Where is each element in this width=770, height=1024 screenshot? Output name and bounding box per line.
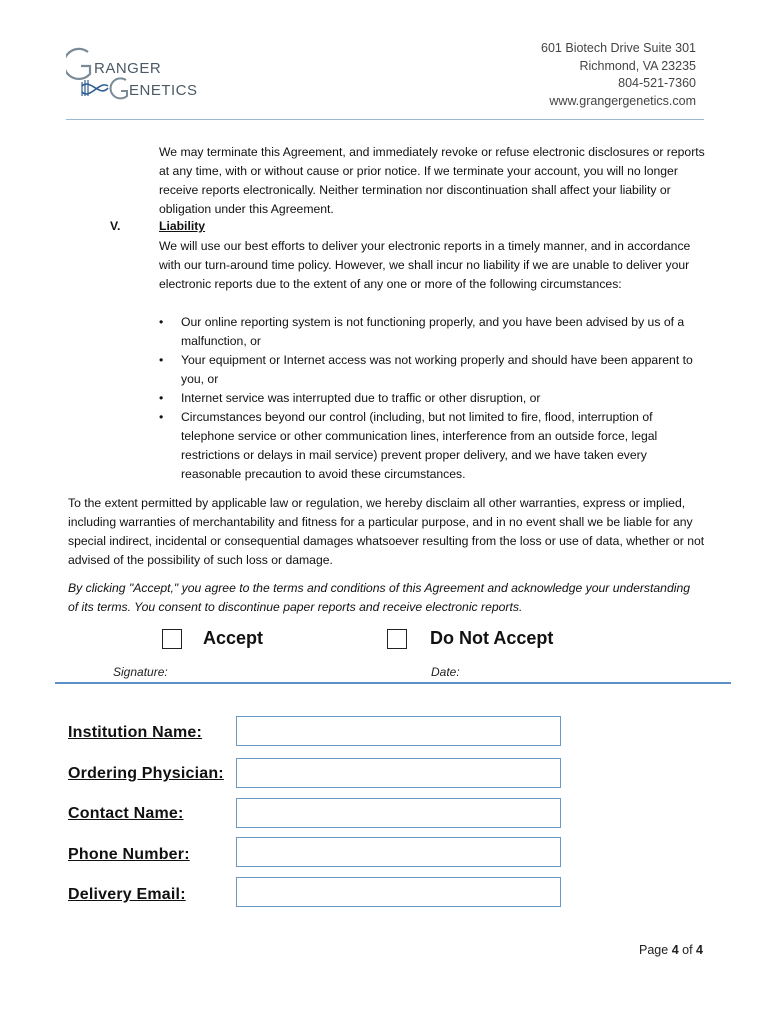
logo-graphic — [66, 46, 226, 104]
granger-genetics-logo — [66, 46, 226, 104]
header-divider — [66, 119, 704, 120]
website: www.grangergenetics.com — [549, 93, 696, 108]
section-number: V. — [110, 219, 121, 233]
institution-name-field[interactable] — [236, 716, 561, 746]
phone-number-label: Phone Number: — [68, 846, 190, 863]
ordering-physician-field[interactable] — [236, 758, 561, 788]
list-item-text: Circumstances beyond our control (including, but not limited to fire, flood, interruption of telephone service or other communication lines, interference from an outside force, legal restrictions or delays in mail service) prevent proper delivery, and we have taken every reasonable precaution to avoid these circumstances. — [181, 410, 658, 481]
liability-paragraph: We will use our best efforts to deliver your electronic reports in a timely manner, and in accordance with our turn-around time policy. However, we shall incur no liability if we are unable to deliver your electronic reports due to the extent of any one or more of the following circumstances: — [159, 239, 691, 291]
page-number — [639, 943, 703, 957]
delivery-email-label: Delivery Email: — [68, 886, 186, 903]
do-not-accept-checkbox[interactable] — [387, 629, 407, 649]
company-address — [541, 40, 696, 110]
list-item — [159, 313, 704, 351]
phone-number: 804-521-7360 — [618, 76, 696, 90]
list-item — [159, 389, 704, 408]
contact-name-label: Contact Name: — [68, 805, 184, 822]
date-label: Date: — [431, 665, 460, 679]
phone-number-field[interactable] — [236, 837, 561, 867]
section-title-liability: Liability — [159, 219, 206, 233]
do-not-accept-label: Do Not Accept — [430, 628, 554, 648]
termination-paragraph: We may terminate this Agreement, and immediately revoke or refuse electronic disclosures or reports at any time, with or without cause or prior notice. If we terminate your account, you will no longer receive reports electronically. Neither termination nor discontinuation shall affect your liability or obligation under this Agreement. — [159, 145, 705, 216]
ordering-physician-label: Ordering Physician: — [68, 765, 224, 782]
list-item — [159, 408, 704, 484]
bullet-icon: • — [159, 353, 164, 367]
bullet-icon: • — [159, 391, 164, 405]
page-prefix: Page — [639, 943, 669, 957]
address-line-1: 601 Biotech Drive Suite 301 — [541, 41, 696, 55]
contact-name-field[interactable] — [236, 798, 561, 828]
list-item — [159, 351, 704, 389]
list-item-text: Your equipment or Internet access was not working properly and should have been apparent to you, or — [181, 353, 693, 386]
institution-name-label: Institution Name: — [68, 724, 203, 741]
logo-text-bottom: ENETICS — [129, 82, 198, 99]
page-total: 4 — [696, 943, 703, 957]
signature-line — [55, 682, 731, 684]
disclaimer-paragraph: To the extent permitted by applicable law or regulation, we hereby disclaim all other warranties, express or implied, including warranties of merchantability and fitness for a particular purpose, and in no event shall we be liable for any special indirect, incidental or consequential damages whatsoever resulting from the loss or use of data, whether or not advised of the possibility of such loss or damage. — [68, 496, 705, 567]
page-of: of — [682, 943, 693, 957]
delivery-email-field[interactable] — [236, 877, 561, 907]
accept-checkbox[interactable] — [162, 629, 182, 649]
accept-instructions: By clicking "Accept," you agree to the terms and conditions of this Agreement and acknowledge your understanding of its terms. You consent to discontinue paper reports and receive electronic reports. — [68, 581, 690, 614]
page-current: 4 — [671, 943, 679, 957]
list-item-text: Internet service was interrupted due to traffic or other disruption, or — [181, 391, 541, 405]
logo-text-top: RANGER — [94, 60, 162, 77]
list-item-text: Our online reporting system is not functioning properly, and you have been advised by us of a malfunction, or — [181, 315, 685, 348]
bullet-icon: • — [159, 410, 164, 424]
liability-circumstances-list — [159, 313, 704, 484]
address-line-2: Richmond, VA 23235 — [579, 58, 696, 73]
signature-label: Signature: — [113, 665, 168, 679]
bullet-icon: • — [159, 315, 164, 329]
accept-label: Accept — [203, 628, 264, 648]
